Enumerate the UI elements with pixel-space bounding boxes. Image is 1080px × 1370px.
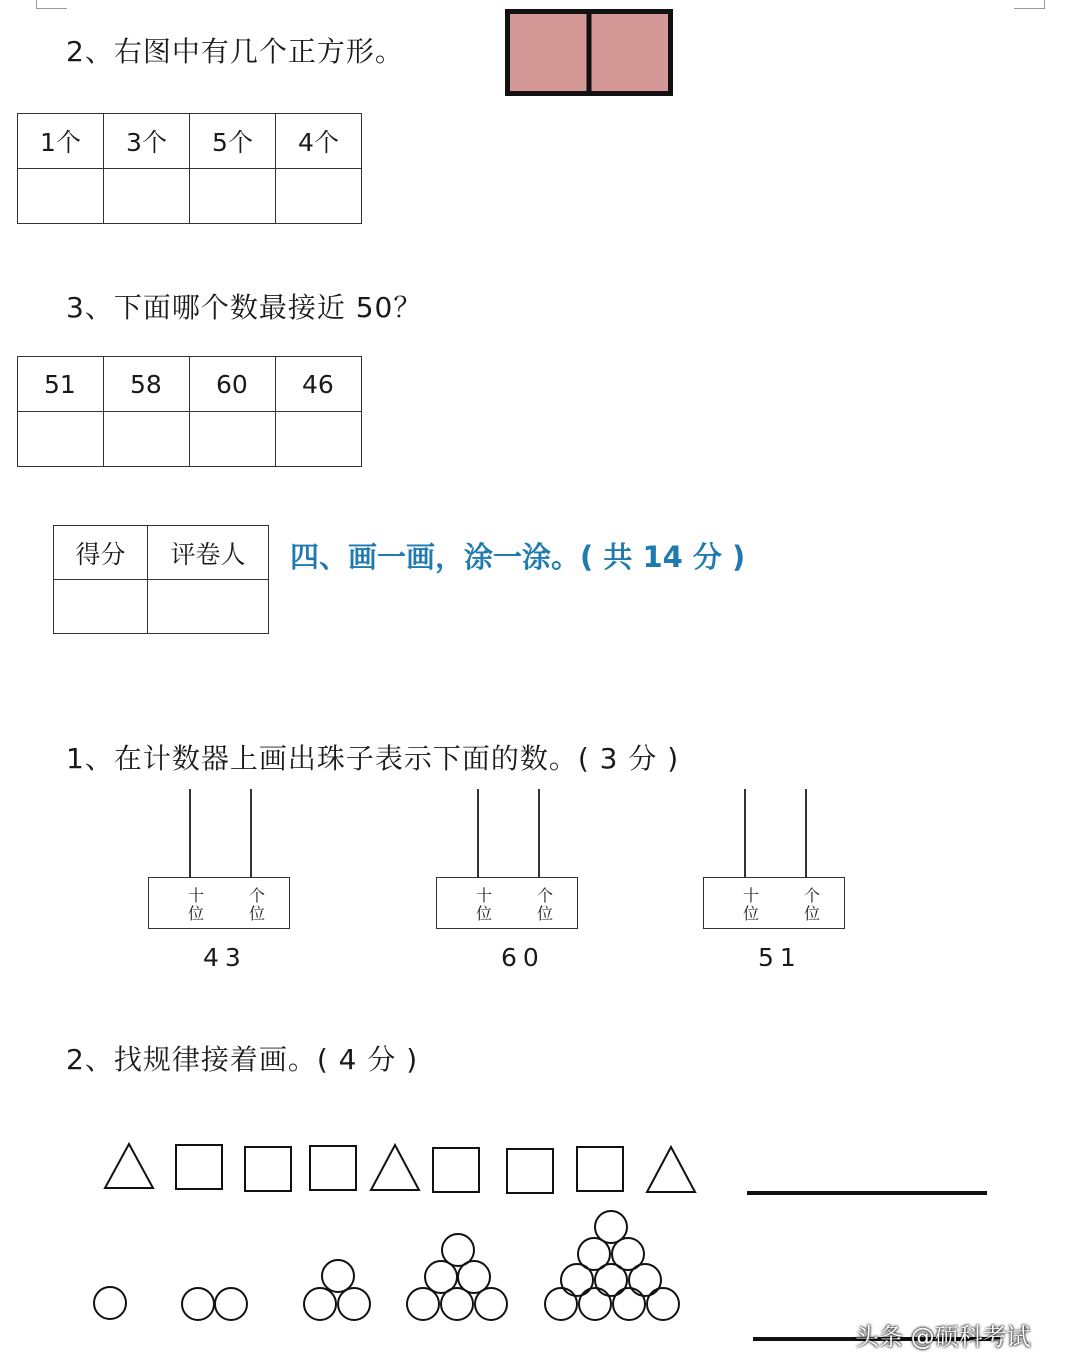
watermark: 头条 @硕科考试 [855,1323,1031,1351]
tens-rod[interactable] [744,789,746,877]
q3-option-cell: 51 [18,357,104,412]
square-shape [176,1145,222,1189]
target-number: 43 [203,943,247,972]
grader-header: 评卷人 [148,526,269,580]
target-number: 51 [758,943,802,972]
q3-answer-cell[interactable] [276,412,362,467]
ones-place-label: 个 位 [248,886,265,923]
circle-shape [182,1288,214,1320]
tens-rod[interactable] [189,789,191,877]
circle-shape [545,1288,577,1320]
circle-shape [647,1288,679,1320]
circle-shape [579,1288,611,1320]
tens-rod[interactable] [477,789,479,877]
square-shape [310,1146,356,1190]
q2-answer-cell[interactable] [104,169,190,224]
circle-shape [304,1288,336,1320]
q3-answer-cell[interactable] [18,412,104,467]
question-2-title: 2、右图中有几个正方形。 [66,35,404,68]
q3-answer-cell[interactable] [190,412,276,467]
square-shape [577,1147,623,1191]
square-shape [433,1148,479,1192]
ones-place-label: 个 位 [803,886,820,923]
q2-option-cell: 4个 [276,114,362,169]
circle-shape [561,1264,593,1296]
page-corner-mark-right [1014,0,1045,9]
s4-question-1-title: 1、在计数器上画出珠子表示下面的数。( 3 分 ) [66,742,680,775]
q2-answer-cell[interactable] [190,169,276,224]
question-3-title: 3、下面哪个数最接近 50？ [66,291,423,324]
circle-shape [338,1288,370,1320]
square-shape [507,1149,553,1193]
score-header: 得分 [54,526,148,580]
score-table [53,525,269,634]
q3-option-cell: 46 [276,357,362,412]
q3-answer-cell[interactable] [104,412,190,467]
circle-shape [407,1288,439,1320]
circle-shape [94,1287,126,1319]
circle-shape [629,1264,661,1296]
ones-rod[interactable] [538,789,540,877]
tens-place-label: 十 位 [187,886,204,923]
q2-answer-cell[interactable] [18,169,104,224]
section-4-title: 四、画一画，涂一涂。( 共 14 分 ) [290,540,746,574]
grader-cell[interactable] [148,580,269,634]
circle-shape [613,1288,645,1320]
shape-pattern-row [0,1130,1080,1210]
question-3-answer-table [17,356,362,467]
circle-shape [475,1288,507,1320]
page-corner-mark-left [36,0,67,9]
q3-option-cell: 58 [104,357,190,412]
triangle-shape [105,1144,153,1188]
question-2-answer-table [17,113,362,224]
circle-shape [322,1260,354,1292]
ones-place-label: 个 位 [536,886,553,923]
ones-rod[interactable] [805,789,807,877]
q2-option-cell: 5个 [190,114,276,169]
triangle-shape [647,1147,695,1192]
target-number: 60 [501,943,545,972]
ones-rod[interactable] [250,789,252,877]
two-squares-figure [505,9,673,97]
circle-shape [215,1288,247,1320]
counter-base [436,877,578,929]
q2-answer-cell[interactable] [276,169,362,224]
counter-base [703,877,845,929]
tens-place-label: 十 位 [475,886,492,923]
triangle-shape [371,1145,419,1190]
s4-question-2-title: 2、找规律接着画。( 4 分 ) [66,1043,419,1076]
circle-shape [441,1288,473,1320]
q3-option-cell: 60 [190,357,276,412]
tens-place-label: 十 位 [742,886,759,923]
square-shape [245,1147,291,1191]
q2-option-cell: 3个 [104,114,190,169]
q2-option-cell: 1个 [18,114,104,169]
circle-shape [595,1264,627,1296]
score-cell[interactable] [54,580,148,634]
counter-base [148,877,290,929]
